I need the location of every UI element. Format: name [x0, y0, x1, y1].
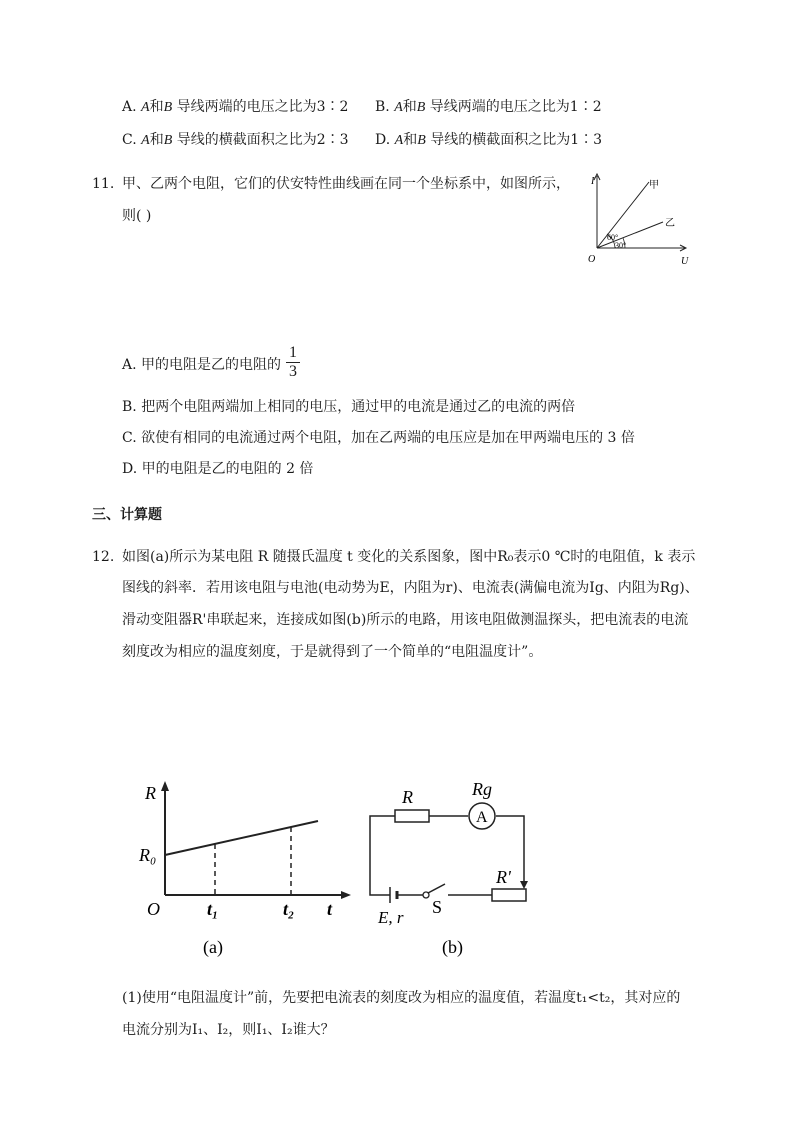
q12-figure-b: [360, 775, 540, 960]
fig-b-rheostat: [492, 889, 526, 901]
fraction-denominator: 3: [289, 363, 297, 380]
fig-b-r-label: R: [402, 787, 413, 807]
fig-a-t2-label: t₂: [283, 899, 295, 919]
fig-a-caption: (a): [203, 937, 223, 957]
q10-option-c-var2: B: [163, 133, 173, 148]
q11-number: 11.: [92, 176, 115, 192]
q12-stem-line1: 如图(a)所示为某电阻 R 随摄氏温度 t 变化的关系图象，图中R₀表示0 ℃时的电阻值，k 表示: [122, 549, 696, 565]
fig-b-caption: (b): [442, 937, 463, 957]
q11-option-a-fraction: [286, 344, 300, 381]
q12-figure-a: [135, 775, 355, 960]
q10-option-a-text: 导线两端的电压之比为3∶2: [176, 99, 349, 115]
q11-angle-30: 30°: [615, 241, 627, 250]
q10-option-c-var1: A: [141, 133, 150, 148]
q10-option-a-letter: A.: [122, 99, 137, 115]
fig-b-resistor-r: [395, 810, 429, 822]
q10-option-b: [375, 97, 602, 118]
fig-b-rprime-label: R': [496, 867, 511, 887]
q10-option-a-var2: B: [163, 100, 173, 115]
q12-stem-line2: 图线的斜率．若用该电阻与电池(电动势为E，内阻为r)、电流表(满偏电流为Ig、内阻为Rg)、: [122, 580, 699, 596]
q10-option-b-var2: B: [416, 100, 426, 115]
q11-origin-label: O: [588, 254, 596, 265]
fig-a-origin-label: O: [147, 899, 160, 919]
fig-b-ammeter-label: A: [476, 809, 488, 826]
q11-x-label: U: [681, 256, 689, 267]
fig-a-y-arrow-icon: [161, 781, 169, 791]
q11-y-label: I: [591, 176, 595, 187]
q11-stem-line2: 则( ): [122, 208, 152, 224]
fig-a-r0-label: R₀: [139, 845, 157, 865]
fig-a-x-label: t: [327, 899, 333, 919]
q12-sub1-line2: 电流分别为I₁、I₂，则I₁、I₂谁大？: [122, 1022, 335, 1038]
fig-a-y-label: R: [145, 783, 156, 803]
q10-option-b-letter: B.: [375, 99, 390, 115]
q11-jia-label: 甲: [649, 180, 659, 191]
q11-angle-60: 60°: [607, 233, 619, 242]
section-title: 三、计算题: [92, 507, 162, 523]
q10-option-d: [375, 130, 602, 151]
q12-stem-line4: 刻度改为相应的温度刻度，于是就得到了一个简单的“电阻温度计”。: [122, 644, 543, 660]
q10-option-d-and: 和: [403, 132, 418, 148]
fig-b-slider-arrow-icon: [520, 881, 528, 889]
q11-option-c: C. 欲使有相同的电流通过两个电阻，加在乙两端的电压应是加在甲两端电压的 3 倍: [122, 430, 635, 446]
fig-b-switch-label: S: [432, 897, 443, 917]
fig-a-r-t-line: [165, 821, 318, 855]
q10-option-c-and: 和: [149, 132, 164, 148]
fig-b-left-wire: [370, 816, 395, 895]
q10-option-a: [122, 97, 348, 118]
q12-stem-line3: 滑动变阻器R'串联起来，连接成如图(b)所示的电路，用该电阻做测温探头，把电流表的电流: [122, 612, 689, 628]
fig-b-rg-label: Rg: [472, 779, 492, 799]
q12-number: 12.: [92, 549, 115, 565]
q10-option-a-and: 和: [149, 99, 164, 115]
q10-option-d-text: 导线的横截面积之比为1∶3: [430, 132, 603, 148]
fraction-numerator: 1: [289, 344, 297, 361]
q10-option-b-and: 和: [402, 99, 417, 115]
fig-b-battery-label: E, r: [378, 908, 404, 927]
q11-yi-label: 乙: [665, 218, 675, 229]
fig-a-x-arrow-icon: [341, 891, 351, 899]
q11-option-a: A. 甲的电阻是乙的电阻的: [122, 357, 282, 373]
q10-option-c: [122, 130, 349, 151]
q10-option-c-text: 导线的横截面积之比为2∶3: [176, 132, 349, 148]
q12-sub1-line1: (1)使用“电阻温度计”前，先要把电流表的刻度改为相应的温度值，若温度t₁<t₂，其对应的: [122, 990, 681, 1006]
q10-option-d-var1: A: [394, 133, 404, 148]
q10-option-b-text: 导线两端的电压之比为1∶2: [429, 99, 602, 115]
q10-option-d-letter: D.: [375, 132, 391, 148]
q10-option-d-var2: B: [417, 133, 426, 148]
q10-option-a-var1: A: [141, 100, 150, 115]
fig-a-t1-label: t₁: [207, 899, 219, 919]
q11-iu-graph: [585, 170, 700, 270]
q11-option-b: B. 把两个电阻两端加上相同的电压，通过甲的电流是通过乙的电流的两倍: [122, 399, 576, 415]
fig-b-switch-blade: [428, 884, 445, 893]
q10-option-c-letter: C.: [122, 132, 137, 148]
q10-option-b-var1: A: [394, 100, 403, 115]
q11-stem-line1: 甲、乙两个电阻，它们的伏安特性曲线画在同一个坐标系中，如图所示，: [122, 176, 570, 192]
q11-option-d: D. 甲的电阻是乙的电阻的 2 倍: [122, 461, 314, 477]
